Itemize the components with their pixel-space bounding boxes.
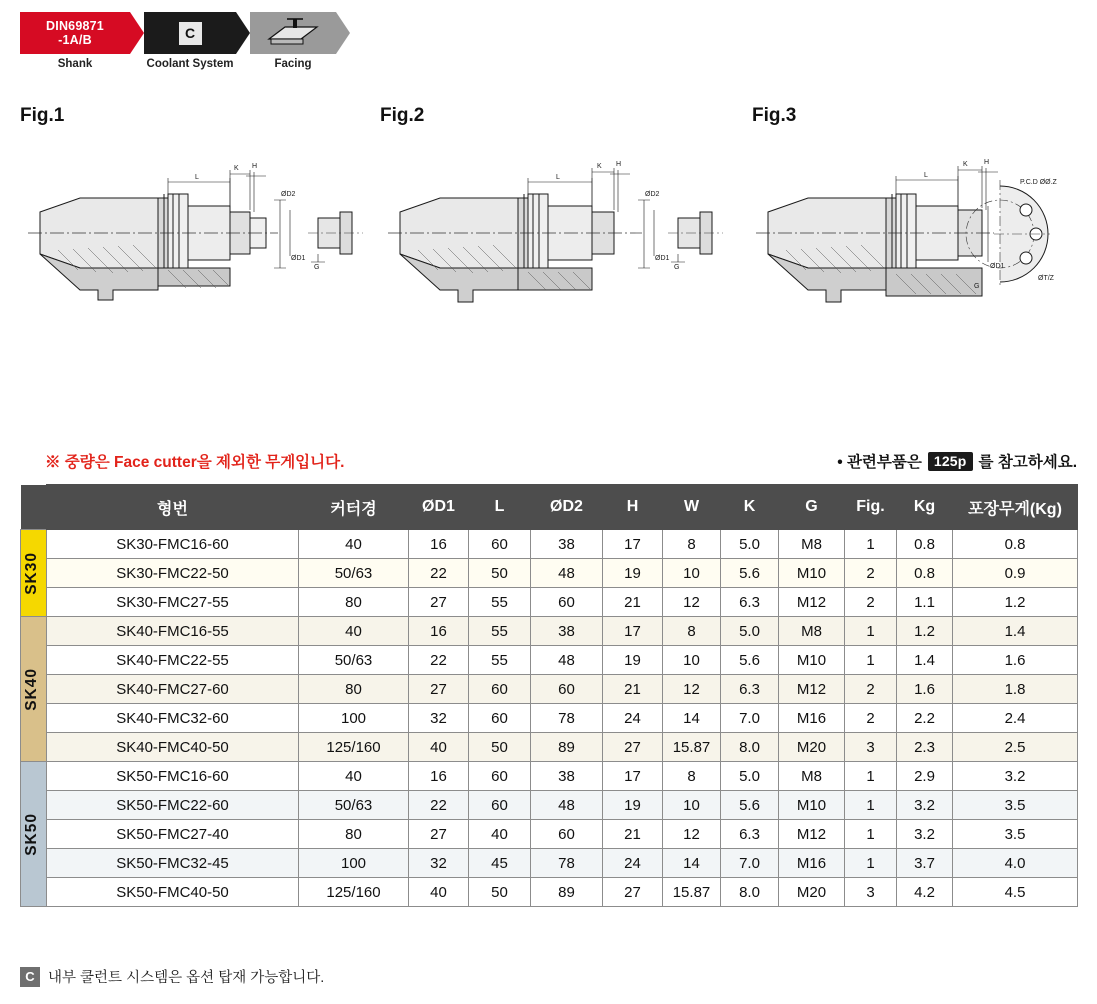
svg-text:G: G xyxy=(314,264,320,271)
spec-table-wrapper xyxy=(20,484,1077,907)
table-row xyxy=(21,588,1078,617)
cell-d1: 40 xyxy=(409,733,469,762)
cell-k: 6.3 xyxy=(721,675,779,704)
cell-d1: 27 xyxy=(409,588,469,617)
cell-d2: 78 xyxy=(531,849,603,878)
cell-cutter: 40 xyxy=(299,617,409,646)
cell-k: 8.0 xyxy=(721,878,779,907)
cell-fig: 2 xyxy=(845,588,897,617)
svg-text:G: G xyxy=(974,283,980,290)
cell-w: 10 xyxy=(663,791,721,820)
cell-cutter: 50/63 xyxy=(299,559,409,588)
cell-w: 8 xyxy=(663,762,721,791)
cell-cutter: 125/160 xyxy=(299,878,409,907)
svg-text:P.C.D ØØ.Z: P.C.D ØØ.Z xyxy=(1020,179,1057,186)
cell-k: 5.0 xyxy=(721,530,779,559)
cell-model: SK40-FMC27-60 xyxy=(47,675,299,704)
badge-facing xyxy=(250,12,336,70)
cell-pack: 0.8 xyxy=(953,530,1078,559)
cell-k: 5.6 xyxy=(721,791,779,820)
cell-d2: 38 xyxy=(531,762,603,791)
cell-k: 5.0 xyxy=(721,617,779,646)
cell-fig: 1 xyxy=(845,849,897,878)
cell-cutter: 40 xyxy=(299,762,409,791)
cell-h: 27 xyxy=(603,733,663,762)
svg-text:H: H xyxy=(252,163,258,170)
svg-text:L: L xyxy=(924,172,928,179)
cell-d2: 48 xyxy=(531,559,603,588)
cell-kg: 3.2 xyxy=(897,791,953,820)
note-weight-excluding-cutter: ※ 중량은 Face cutter을 제외한 무게입니다. xyxy=(45,454,345,471)
header-fig: Fig. xyxy=(845,485,897,530)
svg-text:K: K xyxy=(597,163,602,170)
cell-model: SK30-FMC22-50 xyxy=(47,559,299,588)
cell-pack: 2.4 xyxy=(953,704,1078,733)
cell-d1: 40 xyxy=(409,878,469,907)
cell-d1: 22 xyxy=(409,559,469,588)
cell-pack: 3.5 xyxy=(953,820,1078,849)
cell-cutter: 50/63 xyxy=(299,791,409,820)
cell-cutter: 125/160 xyxy=(299,733,409,762)
svg-text:ØD1: ØD1 xyxy=(990,263,1005,270)
cell-fig: 2 xyxy=(845,559,897,588)
header-h: H xyxy=(603,485,663,530)
cell-g: M10 xyxy=(779,646,845,675)
cell-l: 55 xyxy=(469,617,531,646)
svg-text:L: L xyxy=(195,174,199,181)
cell-d2: 78 xyxy=(531,704,603,733)
cell-model: SK40-FMC40-50 xyxy=(47,733,299,762)
header-cutter-dia: 커터경 xyxy=(299,485,409,530)
cell-w: 15.87 xyxy=(663,878,721,907)
table-row xyxy=(21,675,1078,704)
svg-text:H: H xyxy=(616,161,622,168)
cell-g: M8 xyxy=(779,530,845,559)
cell-h: 17 xyxy=(603,530,663,559)
cell-kg: 3.2 xyxy=(897,820,953,849)
cell-l: 55 xyxy=(469,646,531,675)
cell-fig: 2 xyxy=(845,704,897,733)
cell-model: SK40-FMC32-60 xyxy=(47,704,299,733)
footer-note-text: 내부 쿨런트 시스템은 옵션 탑재 가능합니다. xyxy=(48,970,325,986)
cell-g: M16 xyxy=(779,849,845,878)
badge-shank-line1: DIN69871 xyxy=(46,18,104,33)
cell-l: 60 xyxy=(469,530,531,559)
cell-fig: 1 xyxy=(845,530,897,559)
cell-cutter: 50/63 xyxy=(299,646,409,675)
cell-g: M20 xyxy=(779,733,845,762)
cell-d1: 22 xyxy=(409,646,469,675)
svg-text:ØT/Z: ØT/Z xyxy=(1038,275,1054,282)
cell-fig: 3 xyxy=(845,733,897,762)
table-row xyxy=(21,878,1078,907)
table-row xyxy=(21,820,1078,849)
badge-shank-line2: -1A/B xyxy=(58,33,92,47)
svg-text:K: K xyxy=(234,165,239,172)
cell-d2: 48 xyxy=(531,646,603,675)
figure-drawing-2 xyxy=(378,150,728,335)
cell-pack: 1.4 xyxy=(953,617,1078,646)
cell-h: 24 xyxy=(603,849,663,878)
svg-text:ØD2: ØD2 xyxy=(281,191,296,198)
cell-h: 24 xyxy=(603,704,663,733)
note-related-parts-prefix: • 관련부품은 xyxy=(837,454,922,471)
footer-note xyxy=(20,966,324,987)
header-w: W xyxy=(663,485,721,530)
cell-w: 10 xyxy=(663,646,721,675)
svg-text:L: L xyxy=(556,174,560,181)
cell-fig: 1 xyxy=(845,617,897,646)
cell-kg: 0.8 xyxy=(897,530,953,559)
cell-d2: 60 xyxy=(531,675,603,704)
arrow-right-icon xyxy=(130,12,144,54)
svg-text:ØD1: ØD1 xyxy=(655,255,670,262)
cell-k: 8.0 xyxy=(721,733,779,762)
cell-l: 60 xyxy=(469,791,531,820)
cell-fig: 3 xyxy=(845,878,897,907)
cell-d1: 16 xyxy=(409,530,469,559)
series-label-sk30: SK30 xyxy=(21,530,47,617)
cell-h: 19 xyxy=(603,646,663,675)
cell-k: 5.6 xyxy=(721,559,779,588)
cell-cutter: 80 xyxy=(299,588,409,617)
cell-h: 27 xyxy=(603,878,663,907)
table-row xyxy=(21,617,1078,646)
cell-k: 5.0 xyxy=(721,762,779,791)
cell-l: 50 xyxy=(469,878,531,907)
cell-model: SK40-FMC16-55 xyxy=(47,617,299,646)
cell-pack: 1.2 xyxy=(953,588,1078,617)
cell-k: 6.3 xyxy=(721,820,779,849)
cell-pack: 2.5 xyxy=(953,733,1078,762)
badge-shank xyxy=(20,12,130,70)
cell-fig: 2 xyxy=(845,675,897,704)
cell-h: 19 xyxy=(603,559,663,588)
arrow-right-icon xyxy=(336,12,350,54)
svg-text:G: G xyxy=(674,264,680,271)
cell-kg: 2.2 xyxy=(897,704,953,733)
cell-fig: 1 xyxy=(845,820,897,849)
table-row xyxy=(21,559,1078,588)
cell-model: SK50-FMC16-60 xyxy=(47,762,299,791)
figure-drawing-3 xyxy=(750,150,1080,335)
table-row xyxy=(21,704,1078,733)
cell-d1: 27 xyxy=(409,675,469,704)
table-row xyxy=(21,762,1078,791)
cell-h: 21 xyxy=(603,588,663,617)
figure-drawing-1 xyxy=(18,150,368,335)
cell-k: 7.0 xyxy=(721,849,779,878)
cell-kg: 1.2 xyxy=(897,617,953,646)
cell-w: 15.87 xyxy=(663,733,721,762)
cell-w: 8 xyxy=(663,617,721,646)
cell-cutter: 40 xyxy=(299,530,409,559)
table-corner-cell xyxy=(21,485,47,530)
cell-k: 6.3 xyxy=(721,588,779,617)
cell-l: 60 xyxy=(469,675,531,704)
header-l: L xyxy=(469,485,531,530)
cell-model: SK30-FMC16-60 xyxy=(47,530,299,559)
cell-pack: 1.8 xyxy=(953,675,1078,704)
cell-k: 7.0 xyxy=(721,704,779,733)
badge-coolant xyxy=(144,12,236,70)
cell-kg: 1.1 xyxy=(897,588,953,617)
cell-kg: 3.7 xyxy=(897,849,953,878)
coolant-c-icon: C xyxy=(20,967,40,987)
header-k: K xyxy=(721,485,779,530)
facing-tool-icon xyxy=(263,17,323,49)
badge-strip xyxy=(20,12,336,70)
cell-model: SK50-FMC22-60 xyxy=(47,791,299,820)
header-d2: ØD2 xyxy=(531,485,603,530)
cell-l: 60 xyxy=(469,762,531,791)
table-header-row xyxy=(21,485,1078,530)
cell-g: M16 xyxy=(779,704,845,733)
cell-d2: 60 xyxy=(531,820,603,849)
cell-kg: 1.4 xyxy=(897,646,953,675)
cell-d1: 22 xyxy=(409,791,469,820)
cell-g: M12 xyxy=(779,675,845,704)
cell-d1: 16 xyxy=(409,762,469,791)
cell-pack: 3.2 xyxy=(953,762,1078,791)
table-row xyxy=(21,646,1078,675)
cell-fig: 1 xyxy=(845,791,897,820)
cell-kg: 2.3 xyxy=(897,733,953,762)
header-kg: Kg xyxy=(897,485,953,530)
cell-pack: 1.6 xyxy=(953,646,1078,675)
cell-w: 14 xyxy=(663,849,721,878)
cell-pack: 0.9 xyxy=(953,559,1078,588)
header-d1: ØD1 xyxy=(409,485,469,530)
note-related-parts-suffix: 를 참고하세요. xyxy=(978,454,1077,471)
cell-d2: 89 xyxy=(531,878,603,907)
cell-pack: 3.5 xyxy=(953,791,1078,820)
cell-fig: 1 xyxy=(845,762,897,791)
cell-d1: 27 xyxy=(409,820,469,849)
cell-l: 40 xyxy=(469,820,531,849)
series-label-sk50: SK50 xyxy=(21,762,47,907)
note-related-parts xyxy=(837,450,1077,472)
spec-table xyxy=(20,484,1078,907)
cell-model: SK50-FMC32-45 xyxy=(47,849,299,878)
figure-label-3: Fig.3 xyxy=(752,105,797,126)
cell-pack: 4.5 xyxy=(953,878,1078,907)
cell-h: 21 xyxy=(603,675,663,704)
svg-text:H: H xyxy=(984,159,990,166)
cell-model: SK40-FMC22-55 xyxy=(47,646,299,675)
cell-k: 5.6 xyxy=(721,646,779,675)
svg-text:K: K xyxy=(963,161,968,168)
cell-cutter: 100 xyxy=(299,849,409,878)
cell-g: M12 xyxy=(779,820,845,849)
cell-cutter: 80 xyxy=(299,675,409,704)
cell-g: M12 xyxy=(779,588,845,617)
cell-h: 17 xyxy=(603,617,663,646)
cell-l: 50 xyxy=(469,733,531,762)
figure-label-1: Fig.1 xyxy=(20,105,65,126)
header-model: 형번 xyxy=(47,485,299,530)
cell-h: 17 xyxy=(603,762,663,791)
badge-coolant-caption: Coolant System xyxy=(146,58,234,70)
cell-l: 60 xyxy=(469,704,531,733)
coolant-c-icon: C xyxy=(179,22,202,45)
cell-kg: 2.9 xyxy=(897,762,953,791)
cell-model: SK50-FMC40-50 xyxy=(47,878,299,907)
cell-d2: 60 xyxy=(531,588,603,617)
cell-d1: 16 xyxy=(409,617,469,646)
cell-model: SK30-FMC27-55 xyxy=(47,588,299,617)
cell-w: 10 xyxy=(663,559,721,588)
table-row xyxy=(21,530,1078,559)
cell-l: 55 xyxy=(469,588,531,617)
cell-d1: 32 xyxy=(409,849,469,878)
table-row xyxy=(21,791,1078,820)
header-g: G xyxy=(779,485,845,530)
badge-facing-caption: Facing xyxy=(274,58,312,70)
cell-w: 12 xyxy=(663,675,721,704)
cell-d2: 48 xyxy=(531,791,603,820)
cell-w: 14 xyxy=(663,704,721,733)
table-row xyxy=(21,849,1078,878)
page-reference-chip[interactable]: 125p xyxy=(928,452,973,471)
svg-text:ØD2: ØD2 xyxy=(645,191,660,198)
cell-cutter: 80 xyxy=(299,820,409,849)
cell-g: M20 xyxy=(779,878,845,907)
cell-d2: 38 xyxy=(531,617,603,646)
badge-shank-caption: Shank xyxy=(57,58,93,70)
cell-w: 12 xyxy=(663,588,721,617)
cell-l: 45 xyxy=(469,849,531,878)
cell-kg: 0.8 xyxy=(897,559,953,588)
cell-g: M8 xyxy=(779,617,845,646)
cell-g: M10 xyxy=(779,791,845,820)
table-row xyxy=(21,733,1078,762)
cell-kg: 1.6 xyxy=(897,675,953,704)
cell-model: SK50-FMC27-40 xyxy=(47,820,299,849)
cell-l: 50 xyxy=(469,559,531,588)
header-package-weight: 포장무게(Kg) xyxy=(953,485,1078,530)
arrow-right-icon xyxy=(236,12,250,54)
cell-h: 19 xyxy=(603,791,663,820)
cell-kg: 4.2 xyxy=(897,878,953,907)
cell-g: M10 xyxy=(779,559,845,588)
cell-w: 12 xyxy=(663,820,721,849)
cell-d1: 32 xyxy=(409,704,469,733)
cell-g: M8 xyxy=(779,762,845,791)
cell-d2: 89 xyxy=(531,733,603,762)
figure-label-2: Fig.2 xyxy=(380,105,425,126)
cell-pack: 4.0 xyxy=(953,849,1078,878)
series-label-sk40: SK40 xyxy=(21,617,47,762)
cell-h: 21 xyxy=(603,820,663,849)
cell-cutter: 100 xyxy=(299,704,409,733)
cell-d2: 38 xyxy=(531,530,603,559)
svg-text:ØD1: ØD1 xyxy=(291,255,306,262)
cell-fig: 1 xyxy=(845,646,897,675)
cell-w: 8 xyxy=(663,530,721,559)
